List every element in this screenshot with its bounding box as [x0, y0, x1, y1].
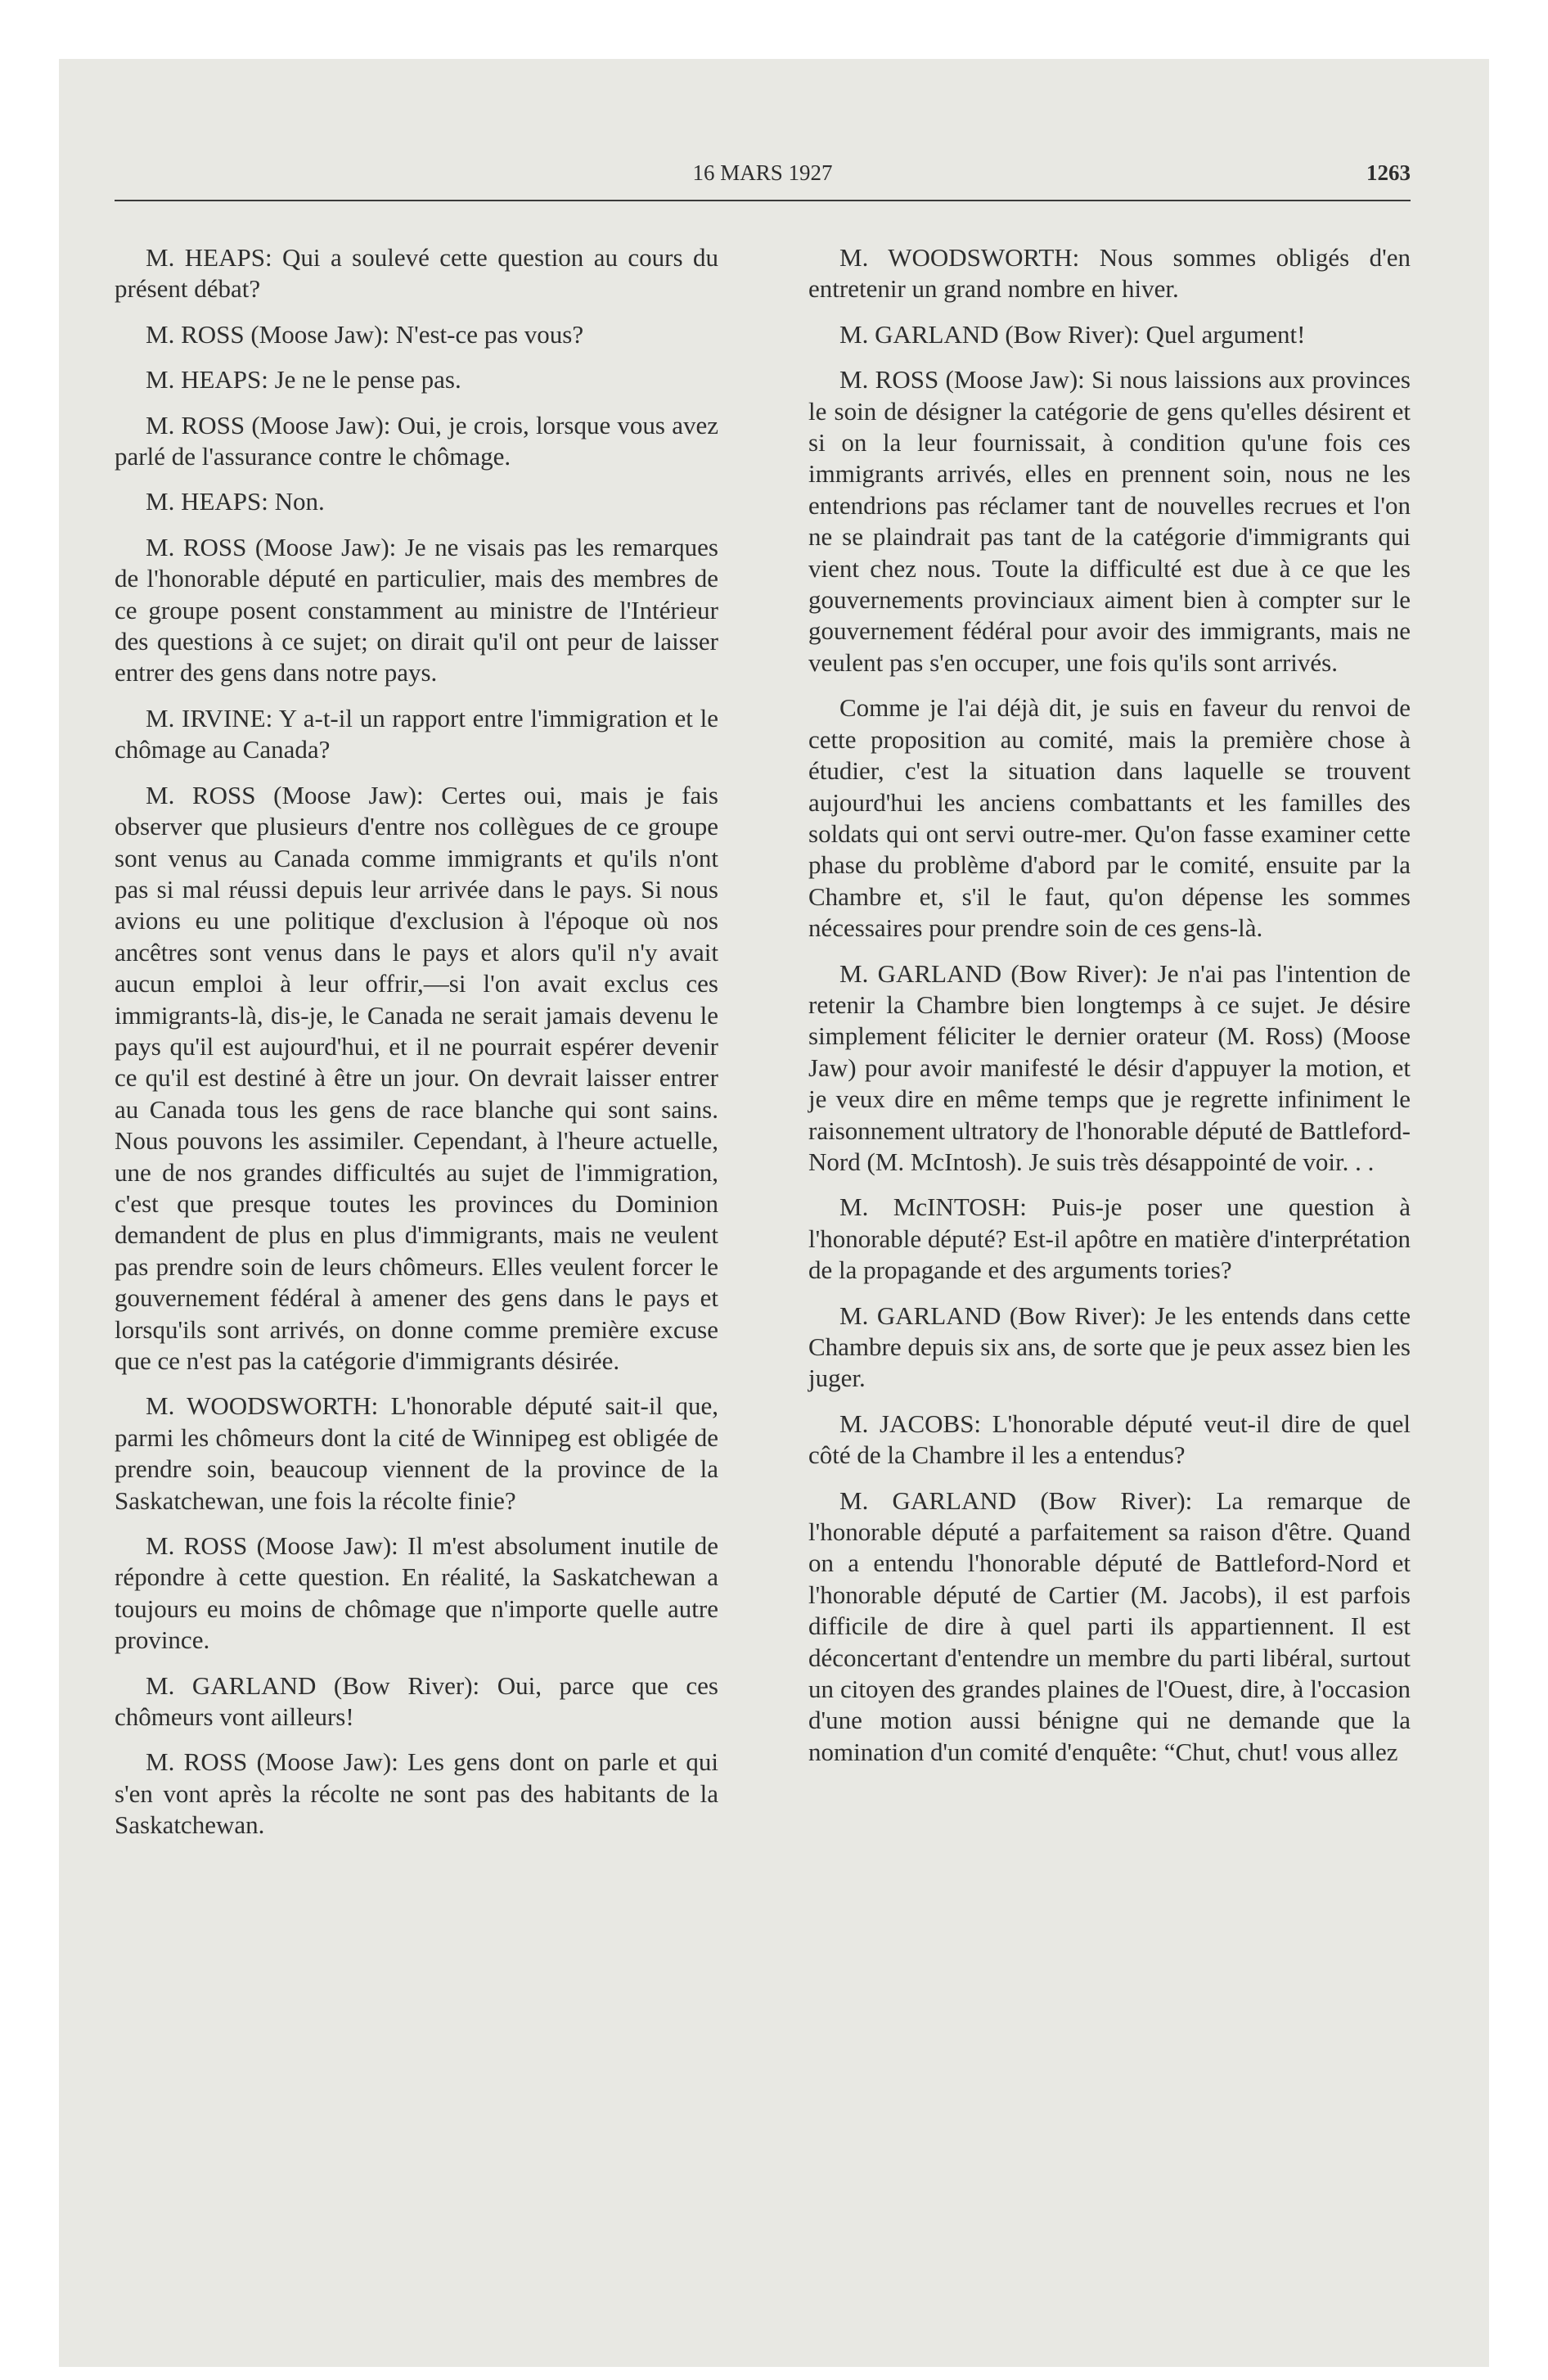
- paragraph: M. HEAPS: Qui a soulevé cette question au cours du présent débat?: [115, 243, 718, 304]
- paragraph: M. McINTOSH: Puis-je poser une question à l'honorable député? Est-il apôtre en matière d'interprétation de la propagande et des arguments tories?: [808, 1192, 1411, 1285]
- paragraph: M. WOODSWORTH: Nous sommes obligés d'en entretenir un grand nombre en hiver.: [808, 243, 1411, 304]
- paragraph: M. WOODSWORTH: L'honorable député sait-il que, parmi les chômeurs dont la cité de Winnipeg est obligée de prendre soin, beaucoup viennent de la province de la Saskatchewan, une fois la récolte finie?: [115, 1391, 718, 1515]
- paragraph: M. JACOBS: L'honorable député veut-il dire de quel côté de la Chambre il les a entendus?: [808, 1409, 1411, 1470]
- paragraph: M. IRVINE: Y a-t-il un rapport entre l'immigration et le chômage au Canada?: [115, 703, 718, 764]
- paragraph: M. GARLAND (Bow River): La remarque de l'honorable député a parfaitement sa raison d'être. Quand on a entendu l'honorable député de Battleford-Nord et l'honorable député de Cartier (M. Jacobs), il est parfois difficile de dire à quel parti ils appartiennent. Il est déconcertant d'entendre un membre du parti libéral, surtout un citoyen des grandes plaines de l'Ouest, dire, à l'occasion d'une motion aussi bénigne qui ne demande que la nomination d'un comité d'enquête: “Chut, chut! vous allez: [808, 1485, 1411, 1766]
- paragraph: M. GARLAND (Bow River): Oui, parce que ces chômeurs vont ailleurs!: [115, 1670, 718, 1732]
- paragraph: M. GARLAND (Bow River): Je les entends dans cette Chambre depuis six ans, de sorte que je peux assez bien les juger.: [808, 1300, 1411, 1393]
- paragraph: M. ROSS (Moose Jaw): Il m'est absolument inutile de répondre à cette question. En réalité, la Saskatchewan a toujours eu moins de chômage que n'importe quelle autre province.: [115, 1531, 718, 1655]
- left-column: [115, 242, 718, 1841]
- paragraph: M. ROSS (Moose Jaw): Oui, je crois, lorsque vous avez parlé de l'assurance contre le chômage.: [115, 410, 718, 471]
- paragraph: M. HEAPS: Je ne le pense pas.: [146, 365, 461, 394]
- right-column: [808, 242, 1411, 1768]
- header-rule: [115, 200, 1411, 201]
- paragraph: M. GARLAND (Bow River): Je n'ai pas l'intention de retenir la Chambre bien longtemps à ce sujet. Je désire simplement féliciter le dernier orateur (M. Ross) (Moose Jaw) pour avoir manifesté le désir d'appuyer la motion, et je veux dire en même temps que je regrette infiniment le raisonnement ultratory de l'honorable député de Battleford-Nord (M. McIntosh). Je suis très désappointé de voir. . .: [808, 958, 1411, 1176]
- page-header: [115, 160, 1411, 196]
- paragraph: M. ROSS (Moose Jaw): Je ne visais pas les remarques de l'honorable député en particulier, mais des membres de ce groupe posent constamment au ministre de l'Intérieur des questions à ce sujet; on dirait qu'il ont peur de laisser entrer des gens dans notre pays.: [115, 532, 718, 687]
- page-number: 1263: [1366, 160, 1411, 185]
- paragraph: M. ROSS (Moose Jaw): Si nous laissions aux provinces le soin de désigner la catégorie de gens qu'elles désirent et si on la leur fournissait, à condition qu'une fois ces immigrants arrivés, elles en prennent soin, nous ne les entendrions pas réclamer tant de nouvelles recrues et l'on ne se plaindrait pas tant de la catégorie d'immigrants qui vient chez nous. Toute la difficulté est due à ce que les gouvernements provinciaux aiment bien à compter sur le gouvernement fédéral pour avoir des immigrants, mais ne veulent pas s'en occuper, une fois qu'ils sont arrivés.: [808, 365, 1411, 677]
- paragraph: M. HEAPS: Non.: [146, 487, 325, 516]
- page-date: 16 MARS 1927: [692, 160, 833, 185]
- paragraph: Comme je l'ai déjà dit, je suis en faveur du renvoi de cette proposition au comité, mais la première chose à étudier, c'est la situation dans laquelle se trouvent aujourd'hui les anciens combattants et les familles des soldats qui ont servi outre-mer. Qu'on fasse examiner cette phase du problème d'abord par le comité, ensuite par la Chambre et, s'il le faut, qu'on dépense les sommes nécessaires pour prendre soin de ces gens-là.: [808, 693, 1411, 943]
- paragraph: M. ROSS (Moose Jaw): Les gens dont on parle et qui s'en vont après la récolte ne sont pas des habitants de la Saskatchewan.: [115, 1747, 718, 1840]
- paragraph: M. ROSS (Moose Jaw): Certes oui, mais je fais observer que plusieurs d'entre nos collègues de ce groupe sont venus au Canada comme immigrants et qu'ils n'ont pas si mal réussi depuis leur arrivée dans le pays. Si nous avions eu une politique d'exclusion à l'époque où nos ancêtres sont venus dans le pays et alors qu'il n'y avait aucun emploi à leur offrir,—si l'on avait exclus ces immigrants-là, dis-je, le Canada ne serait jamais devenu le pays qu'il est aujourd'hui, et il ne pourrait espérer devenir ce qu'il est destiné à être un jour. On devrait laisser entrer au Canada tous les gens de race blanche qui sont sains. Nous pouvons les assimiler. Cependant, à l'heure actuelle, une de nos grandes difficultés au sujet de l'immigration, c'est que presque toutes les provinces du Dominion demandent de plus en plus d'immigrants, mais ne veulent pas prendre soin de leurs chômeurs. Elles veulent forcer le gouvernement fédéral à amener des gens dans le pays et lorsqu'ils sont arrivés, on donne comme première excuse que ce n'est pas la catégorie d'immigrants désirée.: [115, 780, 718, 1375]
- paragraph: M. GARLAND (Bow River): Quel argument!: [839, 319, 1306, 349]
- paragraph: M. ROSS (Moose Jaw): N'est-ce pas vous?: [146, 319, 584, 349]
- hansard-page: [115, 160, 1411, 2239]
